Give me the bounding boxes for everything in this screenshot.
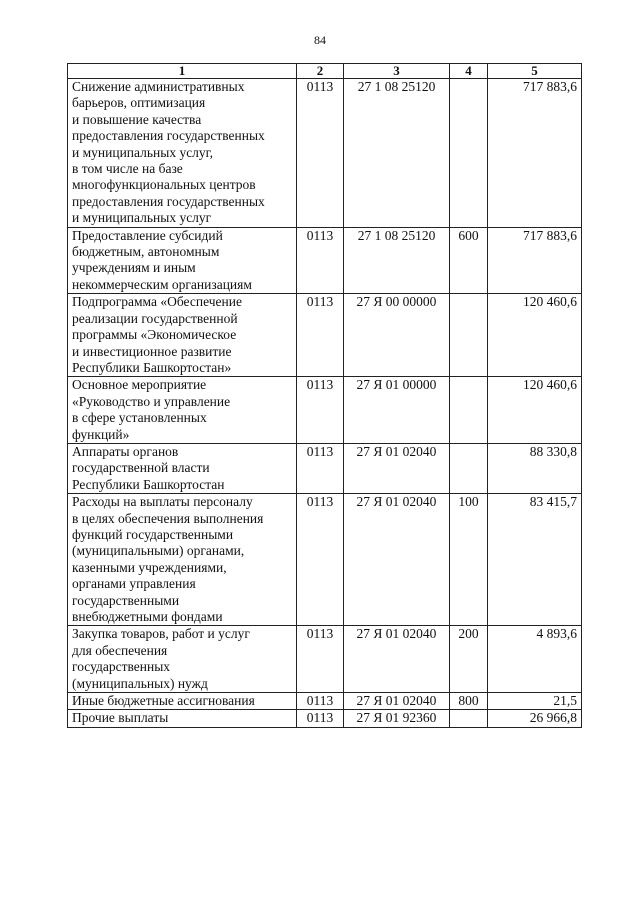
row-name: Основное мероприятие «Руководство и управление в сфере установленных функций» [68,377,297,444]
row-name: Аппараты органов государственной власти Республики Башкортостан [68,443,297,493]
row-section: 0113 [297,494,344,626]
table-header-row [68,64,582,79]
table-row [68,693,582,710]
row-section: 0113 [297,626,344,693]
row-amount: 26 966,8 [488,710,582,727]
row-target: 27 Я 01 00000 [344,377,450,444]
table-row [68,377,582,444]
row-section: 0113 [297,227,344,294]
column-header-3: 3 [344,64,450,79]
row-target: 27 Я 01 02040 [344,626,450,693]
row-section: 0113 [297,377,344,444]
table-row [68,626,582,693]
row-kind [450,710,488,727]
row-kind [450,443,488,493]
row-target: 27 Я 01 02040 [344,443,450,493]
row-target: 27 Я 01 92360 [344,710,450,727]
table-row [68,494,582,626]
row-kind [450,377,488,444]
row-target: 27 Я 01 02040 [344,693,450,710]
row-target: 27 1 08 25120 [344,227,450,294]
table-row [68,227,582,294]
row-name: Закупка товаров, работ и услуг для обеспечения государственных (муниципальных) нужд [68,626,297,693]
column-header-5: 5 [488,64,582,79]
row-section: 0113 [297,710,344,727]
row-kind: 800 [450,693,488,710]
row-target: 27 1 08 25120 [344,79,450,228]
row-amount: 21,5 [488,693,582,710]
row-amount: 88 330,8 [488,443,582,493]
row-section: 0113 [297,693,344,710]
row-name: Снижение административных барьеров, оптимизация и повышение качества предоставления государственных и муниципальных услуг, в том числе на базе многофункциональных центров предоставления государственных и муниципальных услуг [68,79,297,228]
row-target: 27 Я 01 02040 [344,494,450,626]
row-amount: 717 883,6 [488,79,582,228]
table-row [68,443,582,493]
row-kind: 600 [450,227,488,294]
table-row [68,294,582,377]
row-name: Подпрограмма «Обеспечение реализации государственной программы «Экономическое и инвестиционное развитие Республики Башкортостан» [68,294,297,377]
table-row [68,79,582,228]
row-target: 27 Я 00 00000 [344,294,450,377]
row-amount: 83 415,7 [488,494,582,626]
row-kind: 100 [450,494,488,626]
row-name: Предоставление субсидий бюджетным, автономным учреждениям и иным некоммерческим организациям [68,227,297,294]
row-name: Иные бюджетные ассигнования [68,693,297,710]
row-kind [450,294,488,377]
row-section: 0113 [297,443,344,493]
row-section: 0113 [297,294,344,377]
page-number: 84 [314,33,326,47]
table-row [68,710,582,727]
row-amount: 4 893,6 [488,626,582,693]
row-amount: 120 460,6 [488,294,582,377]
column-header-4: 4 [450,64,488,79]
row-kind: 200 [450,626,488,693]
row-amount: 717 883,6 [488,227,582,294]
budget-table [67,63,582,728]
column-header-1: 1 [68,64,297,79]
row-name: Прочие выплаты [68,710,297,727]
row-amount: 120 460,6 [488,377,582,444]
row-name: Расходы на выплаты персоналу в целях обеспечения выполнения функций государственными (муниципальными) органами, казенными учреждениями, органами управления государственными внебюджетными фондами [68,494,297,626]
row-kind [450,79,488,228]
row-section: 0113 [297,79,344,228]
column-header-2: 2 [297,64,344,79]
